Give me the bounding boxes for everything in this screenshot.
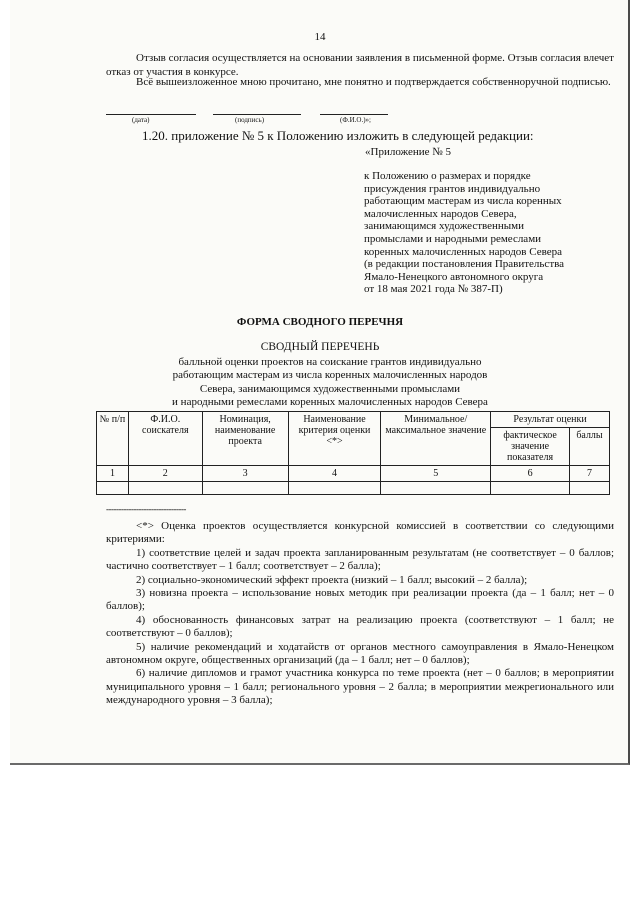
appendix-line: присуждения грантов индивидуально [364,182,541,195]
column-number: 1 [97,466,129,482]
table-row [97,466,610,482]
footnote-body [106,520,614,708]
criterion-item: 1) соответствие целей и задач проекта запланированным результатам (не соответствует – 0 баллов; частично соответствует – 1 балл; соответствует – 2 балла); [106,546,614,573]
summary-subtitle [130,356,530,410]
header-points: баллы [570,428,610,466]
appendix-title: «Приложение № 5 [365,146,452,158]
section-heading: 1.20. приложение № 5 к Положению изложить в следующей редакции: [142,128,534,143]
signature-caption: (подпись) [235,116,265,124]
header-result: Результат оценки [491,412,610,428]
header-criterion: Наименование критерия оценки <*> [288,412,381,466]
footnote-intro: <*> Оценка проектов осуществляется конкурсной комиссией в соответствии со следующими критериями: [106,520,614,546]
column-number: 5 [381,466,491,482]
empty-cell [381,482,491,495]
appendix-line: Ямало-Ненецкого автономного округа [364,270,544,283]
header-fio: Ф.И.О. соискателя [128,412,202,466]
acknowledgement-paragraph: Всё вышеизложенное мною прочитано, мне понятно и подтверждается собственноручной подписью. [136,76,611,88]
signature-line [213,114,301,115]
header-nomination: Номинация, наименование проекта [202,412,288,466]
summary-line: балльной оценки проектов на соискание грантов индивидуально [178,356,482,368]
empty-cell [491,482,570,495]
page-number: 14 [314,31,326,43]
empty-cell [570,482,610,495]
document-page [10,0,630,765]
appendix-line: к Положению о размерах и порядке [364,170,531,182]
footnote-separator: -------------------------------- [106,504,186,514]
column-number: 2 [128,466,202,482]
criterion-item: 3) новизна проекта – использование новых методик при реализации проекта (да – 1 балл; нет – 0 баллов); [106,587,614,613]
summary-line: Севера, занимающимся художественными промыслами [199,382,461,395]
consent-revocation-paragraph: Отзыв согласия осуществляется на основании заявления в письменной форме. Отзыв согласия влечет отказ от участия в конкурсе. [106,52,614,78]
criterion-item: 2) социально-экономический эффект проекта (низкий – 1 балл; высокий – 2 балла); [136,573,528,586]
appendix-reference [364,170,614,296]
header-actual: фактическое значение показателя [491,428,570,466]
appendix-line: малочисленных народов Севера, [364,207,517,220]
table-row [97,482,610,495]
column-number: 3 [202,466,288,482]
empty-cell [202,482,288,495]
criterion-item: 6) наличие дипломов и грамот участника конкурса по теме проекта (нет – 0 баллов; в мероприятии муниципального уровня – 1 балл; регионального уровня – 2 балла; в мероприятии межрегионального или международного уровня – 3 балла); [106,667,614,707]
criterion-item: 4) обоснованность финансовых затрат на реализацию проекта (соответствуют – 1 балл; не соответствуют – 0 баллов); [106,613,614,640]
appendix-line: промыслами и народными ремеслами [364,232,542,245]
header-num: № п/п [97,412,129,466]
appendix-line: занимающимся художественными [364,220,525,233]
fio-caption: (Ф.И.О.)»; [340,116,371,124]
empty-cell [288,482,381,495]
appendix-line: коренных малочисленных народов Севера [364,245,562,258]
column-number: 7 [570,466,610,482]
criterion-item: 5) наличие рекомендаций и ходатайств от органов местного самоуправления в Ямало-Ненецком автономном округе, общественных организаций (да – 1 балл; нет – 0 баллов); [106,640,614,667]
fio-line [320,114,388,115]
date-line [106,114,196,115]
summary-table [96,411,610,495]
empty-cell [97,482,129,495]
summary-line: и народными ремеслами коренных малочисленных народов Севера [172,396,488,409]
appendix-line: работающим мастерам из числа коренных [364,195,562,208]
header-minmax: Минимальное/ максимальное значение [381,412,491,466]
appendix-line: от 18 мая 2021 года № 387-П) [364,283,503,296]
empty-cell [128,482,202,495]
summary-title: СВОДНЫЙ ПЕРЕЧЕНЬ [260,341,380,353]
column-number: 6 [491,466,570,482]
summary-line: работающим мастерам из числа коренных малочисленных народов [172,369,488,382]
column-number: 4 [288,466,381,482]
appendix-line: (в редакции постановления Правительства [364,258,565,271]
date-caption: (дата) [132,116,150,124]
form-title: ФОРМА СВОДНОГО ПЕРЕЧНЯ [236,316,404,328]
